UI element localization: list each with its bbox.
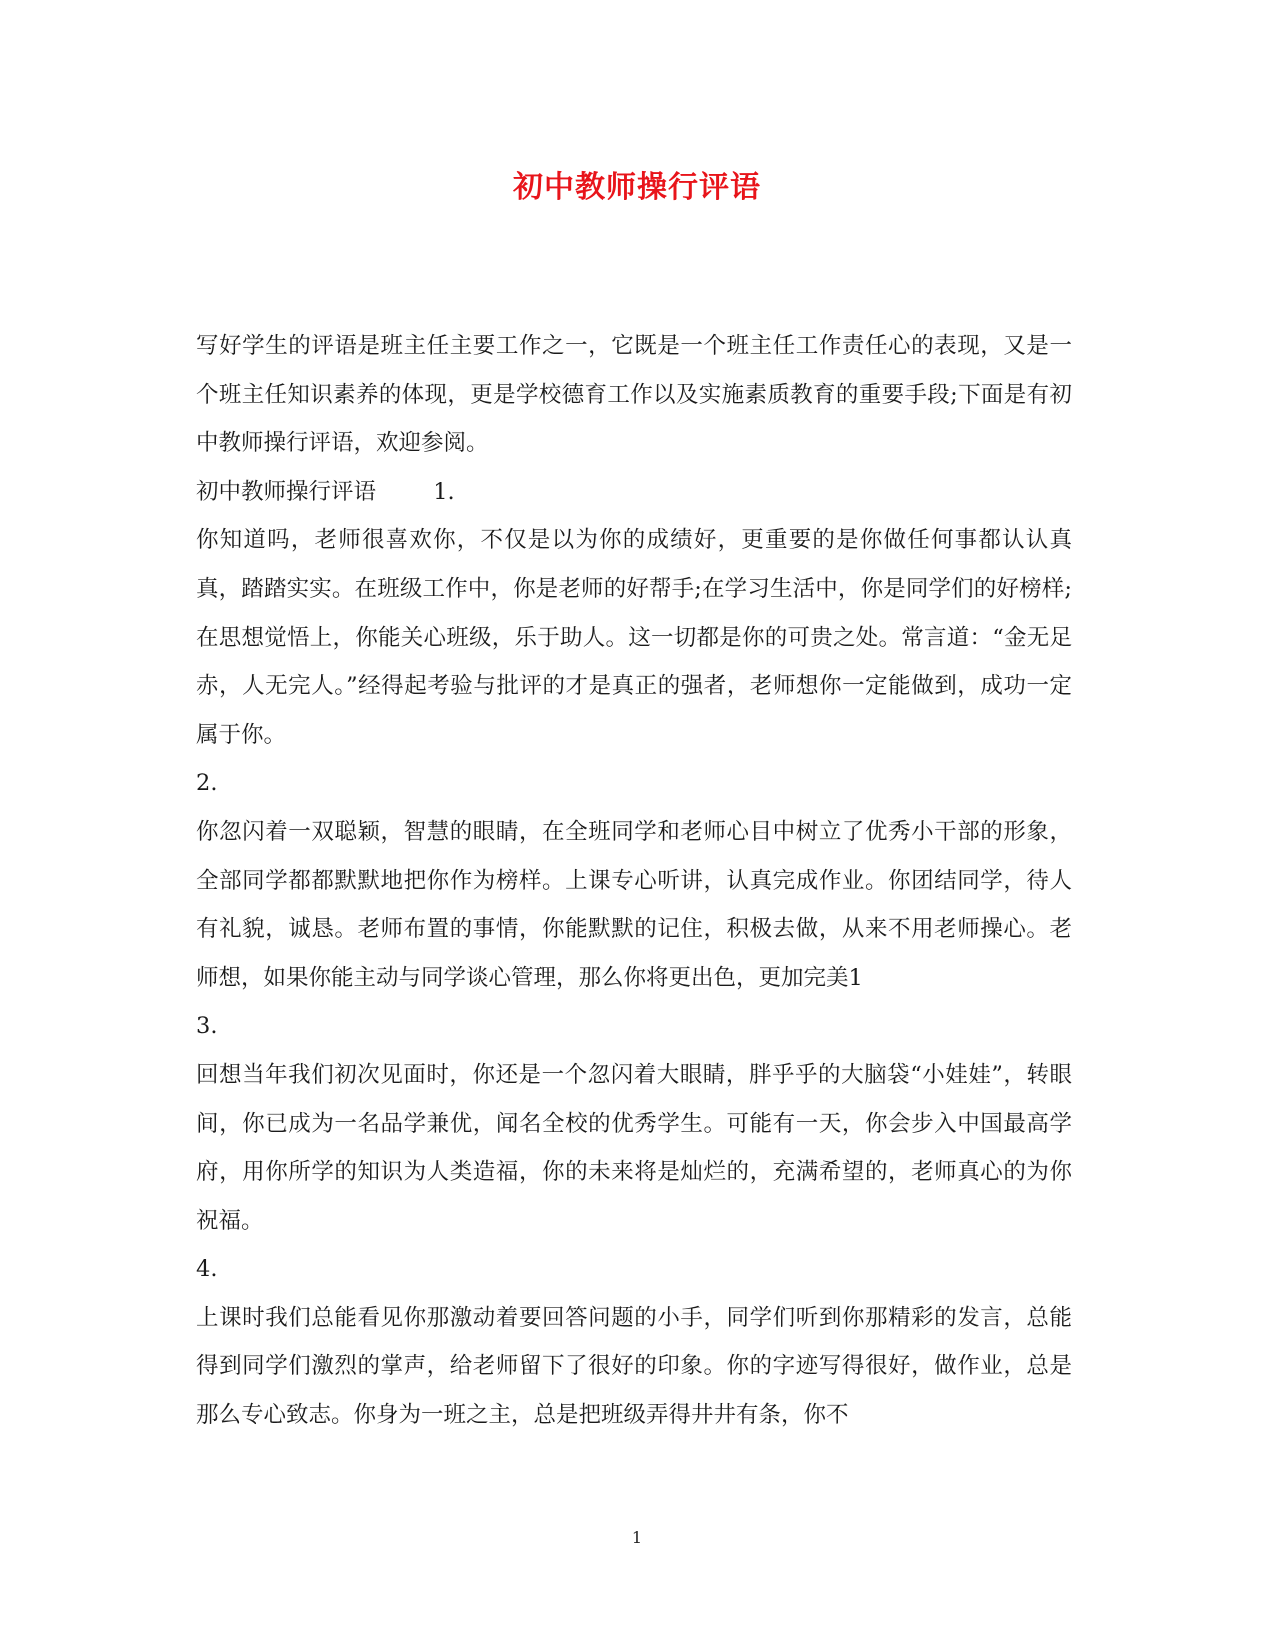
section-2-paragraph: 你忽闪着一双聪颖，智慧的眼睛，在全班同学和老师心目中树立了优秀小干部的形象，全部同学都都默默地把你作为榜样。上课专心听讲，认真完成作业。你团结同学，待人有礼貌，诚恳。老师布置的事情，你能默默的记住，积极去做，从来不用老师操心。老师想，如果你能主动与同学谈心管理，那么你将更出色，更加完美1 [196, 818, 1072, 991]
section-4-number: 4. [196, 1256, 218, 1283]
intro-paragraph: 写好学生的评语是班主任主要工作之一，它既是一个班主任工作责任心的表现，又是一个班主任知识素养的体现，更是学校德育工作以及实施素质教育的重要手段;下面是有初中教师操行评语，欢迎参阅。 [196, 333, 1072, 457]
document-body [196, 322, 1072, 1440]
section-4-paragraph: 上课时我们总能看见你那激动着要回答问题的小手，同学们听到你那精彩的发言，总能得到同学们激烈的掌声，给老师留下了很好的印象。你的字迹写得很好，做作业，总是那么专心致志。你身为一班之主，总是把班级弄得井井有条，你不 [196, 1304, 1072, 1429]
section-2-number: 2. [196, 770, 218, 797]
section-3-number: 3. [196, 1013, 218, 1040]
subheading-text: 初中教师操行评语 [196, 478, 377, 505]
document-title: 初中教师操行评语 [513, 170, 761, 205]
page-number: 1 [631, 1528, 643, 1547]
section-3-paragraph: 回想当年我们初次见面时，你还是一个忽闪着大眼睛，胖乎乎的大脑袋“小娃娃”，转眼间，你已成为一名品学兼优，闻名全校的优秀学生。可能有一天，你会步入中国最高学府，用你所学的知识为人类造福，你的未来将是灿烂的，充满希望的，老师真心的为你祝福。 [196, 1061, 1072, 1234]
section-1-number: 1. [433, 478, 455, 505]
section-1-paragraph: 你知道吗，老师很喜欢你，不仅是以为你的成绩好，更重要的是你做任何事都认认真真，踏踏实实。在班级工作中，你是老师的好帮手;在学习生活中，你是同学们的好榜样;在思想觉悟上，你能关心班级，乐于助人。这一切都是你的可贵之处。常言道：“金无足赤，人无完人。”经得起考验与批评的才是真正的强者，老师想你一定能做到，成功一定属于你。 [196, 527, 1072, 748]
section-1-heading [196, 468, 1072, 517]
